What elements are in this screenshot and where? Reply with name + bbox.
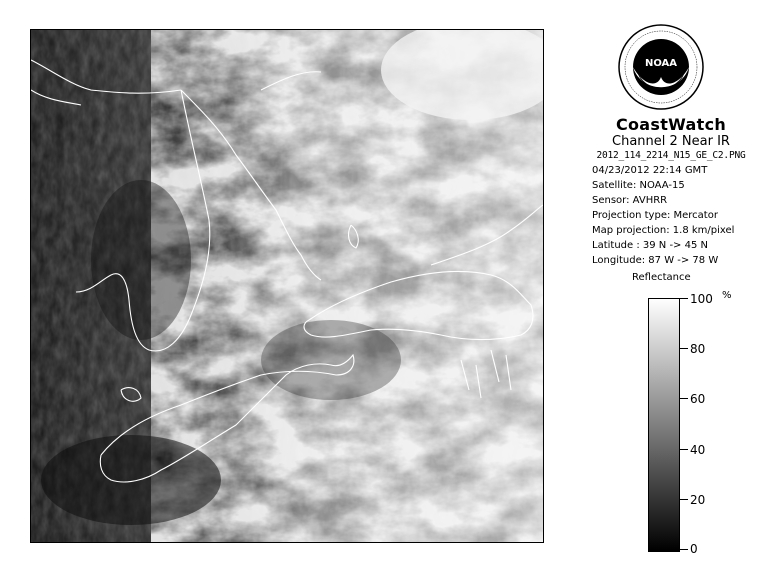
colorbar-tick-60 — [680, 398, 688, 399]
filename-label: 2012_114_2214_N15_GE_C2.PNG — [596, 150, 746, 161]
colorbar-tick-100 — [680, 298, 688, 299]
colorbar-label-40: 40 — [690, 443, 706, 457]
colorbar-tick-80 — [680, 348, 688, 349]
channel-label: Channel 2 Near IR — [612, 134, 730, 149]
colorbar-label-20: 20 — [690, 493, 706, 507]
map-projection-label: Map projection: 1.8 km/pixel — [592, 225, 735, 236]
metadata-block — [592, 163, 782, 268]
product-info — [560, 116, 782, 162]
colorbar-label-80: 80 — [690, 342, 706, 356]
colorbar-tick-20 — [680, 499, 688, 500]
noaa-seal-icon — [616, 22, 706, 112]
logo-text: NOAA — [644, 58, 678, 69]
colorbar-tick-40 — [680, 449, 688, 450]
colorbar-tick-0 — [680, 549, 688, 550]
satellite-image-panel — [30, 29, 544, 543]
longitude-label: Longitude: 87 W -> 78 W — [592, 255, 719, 266]
brand-title: CoastWatch — [615, 115, 727, 134]
colorbar-title: Reflectance — [632, 272, 691, 283]
noaa-logo — [616, 22, 706, 112]
sensor-label: Sensor: AVHRR — [592, 195, 668, 206]
reflectance-colorbar — [648, 298, 680, 552]
latitude-label: Latitude : 39 N -> 45 N — [592, 240, 708, 251]
satellite-label: Satellite: NOAA-15 — [592, 180, 685, 191]
colorbar-label-60: 60 — [690, 392, 706, 406]
satellite-image — [31, 30, 543, 542]
colorbar-unit: % — [722, 290, 732, 301]
colorbar-label-100: 100 — [690, 292, 713, 306]
colorbar-label-0: 0 — [690, 542, 698, 556]
datetime-label: 04/23/2012 22:14 GMT — [592, 165, 708, 176]
projection-type-label: Projection type: Mercator — [592, 210, 718, 221]
